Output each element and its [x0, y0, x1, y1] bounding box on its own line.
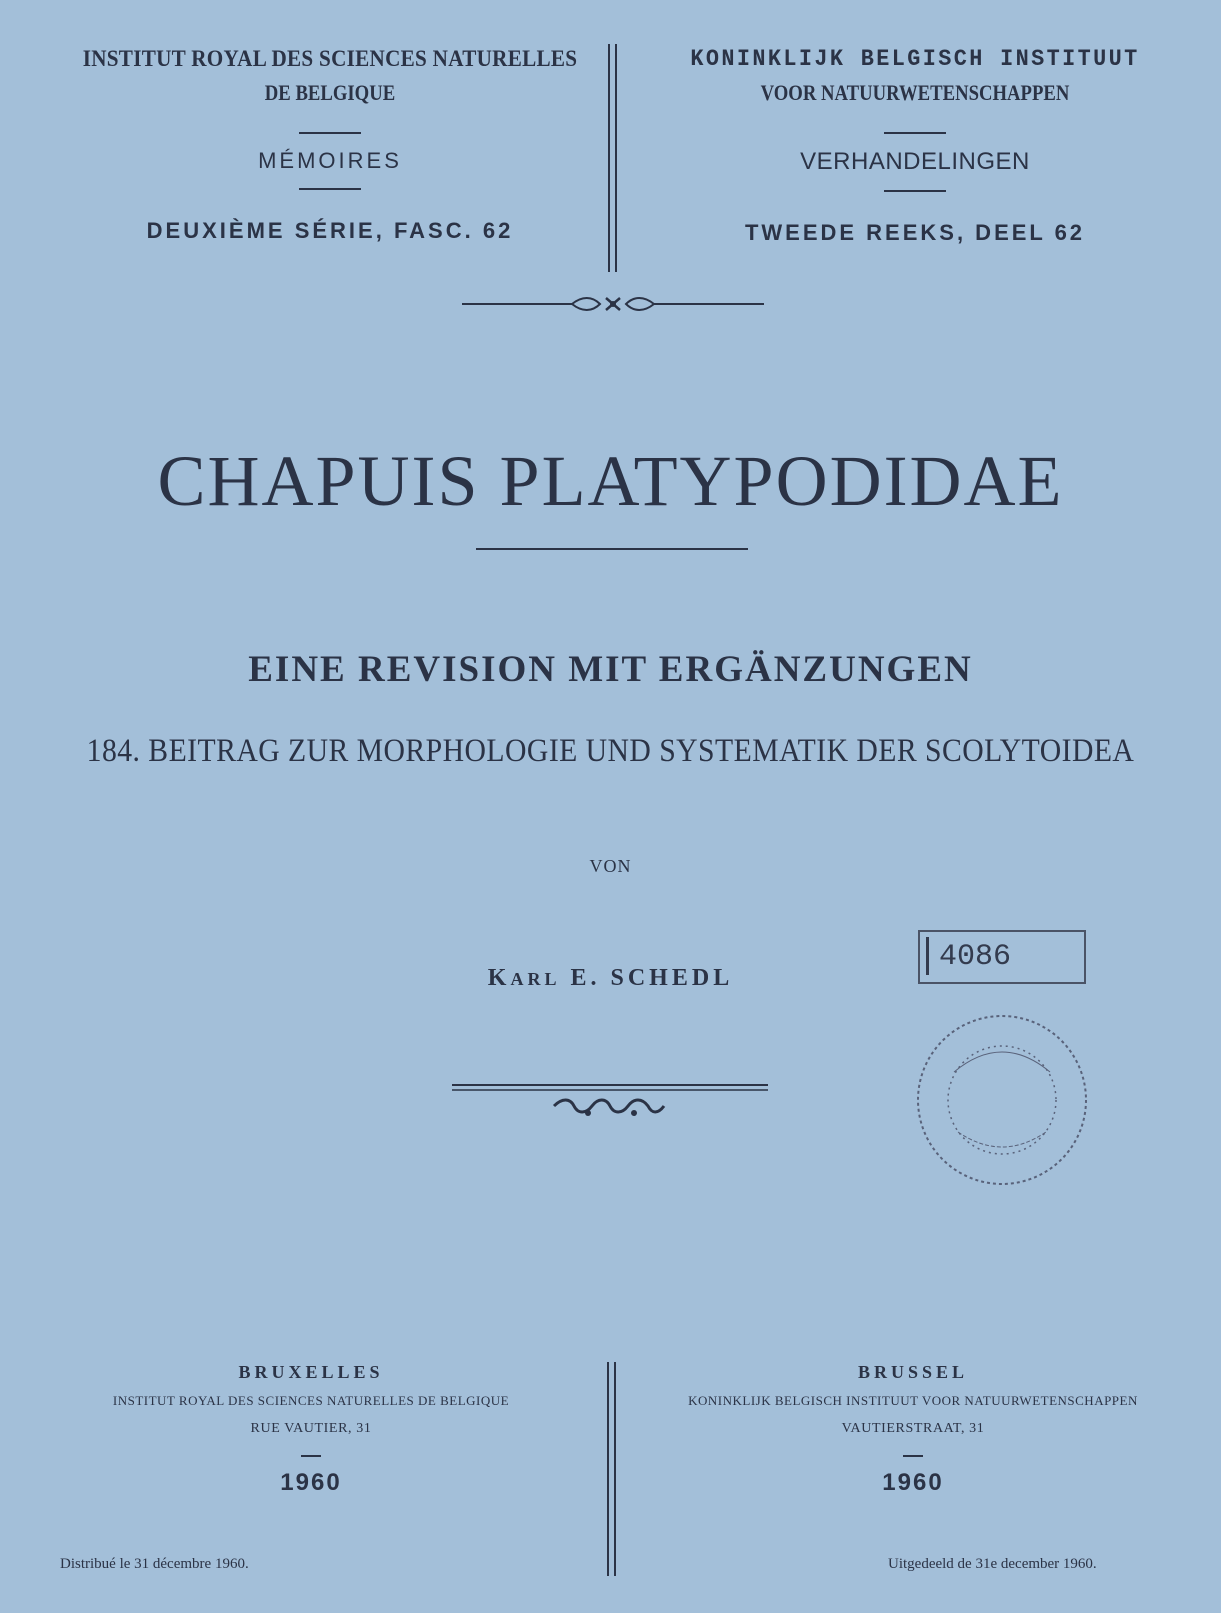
series-name-nl: VERHANDELINGEN: [800, 148, 1030, 175]
main-title: CHAPUIS PLATYPODIDAE: [157, 441, 1064, 521]
city-nl: BRUSSEL: [857, 1362, 969, 1382]
series-name-fr: MÉMOIRES: [258, 148, 402, 173]
accession-number: 4086: [939, 940, 1012, 974]
subtitle-contribution: 184. BEITRAG ZUR MORPHOLOGIE UND SYSTEMATIK DER SCOLYTOIDEA: [86, 733, 1135, 769]
publisher-fr: INSTITUT ROYAL DES SCIENCES NATURELLES DE BELGIQUE: [112, 1393, 510, 1408]
footer-left-rule: [301, 1455, 321, 1457]
year-fr: 1960: [280, 1469, 342, 1496]
header-left: [40, 42, 620, 244]
footer-left: [20, 1362, 602, 1497]
footer-divider: [607, 1362, 616, 1576]
stamp-bar-icon: [926, 937, 929, 975]
distribution-fr: Distribué le 31 décembre 1960.: [60, 1556, 249, 1572]
header-right-rule-1: [884, 132, 946, 134]
city-fr: BRUXELLES: [238, 1362, 384, 1382]
author-last: SCHEDL: [610, 965, 734, 991]
institute-name-nl-line2: VOOR NATUURWETENSCHAPPEN: [760, 80, 1070, 105]
institute-name-nl-line1: KONINKLIJK BELGISCH INSTITUUT: [690, 46, 1140, 72]
title-rule: [476, 548, 748, 550]
distribution-nl: Uitgedeeld de 31e december 1960.: [888, 1556, 1097, 1572]
footer-right: [618, 1362, 1208, 1497]
author-middle: E.: [570, 965, 601, 991]
by-label: VON: [589, 856, 632, 876]
address-fr: RUE VAUTIER, 31: [250, 1421, 372, 1436]
author-first-rest: ARL: [510, 969, 561, 989]
library-seal-icon: [914, 1012, 1090, 1188]
header-left-rule-2: [299, 188, 361, 190]
header-left-rule-1: [299, 132, 361, 134]
ornament-divider-icon: [462, 290, 764, 318]
series-number-nl: TWEEDE REEKS, DEEL 62: [744, 220, 1086, 245]
subtitle: EINE REVISION MIT ERGÄNZUNGEN: [248, 649, 973, 690]
accession-stamp: [918, 930, 1086, 984]
institute-name-fr-line1: INSTITUT ROYAL DES SCIENCES NATURELLES: [82, 46, 578, 71]
institute-name-fr-line2: DE BELGIQUE: [264, 80, 396, 105]
header-right-rule-2: [884, 190, 946, 192]
series-number-fr: DEUXIÈME SÉRIE, FASC. 62: [146, 218, 514, 243]
publisher-nl: KONINKLIJK BELGISCH INSTITUUT VOOR NATUURWETENSCHAPPEN: [688, 1393, 1138, 1408]
ornament-flourish-icon: [452, 1082, 768, 1120]
year-nl: 1960: [882, 1469, 944, 1496]
address-nl: VAUTIERSTRAAT, 31: [841, 1421, 985, 1436]
footer-right-rule: [903, 1455, 923, 1457]
author-initial: K: [487, 965, 511, 991]
header-divider: [608, 44, 617, 272]
header-right: [625, 42, 1205, 246]
